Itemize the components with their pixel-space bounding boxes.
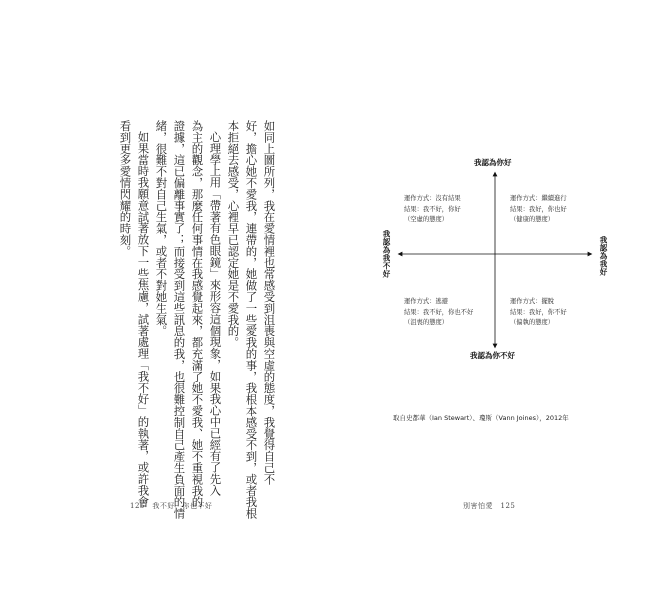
axis-label-top: 我認為你好 [474, 158, 512, 167]
left-page-folio: 125 我不好，你也不好 [130, 502, 213, 510]
text-column: 心理學上用「帶著有色眼鏡」來形容這個現象，如果我心中已經有了先入 [208, 131, 223, 496]
text-column: 看到更多愛情閃耀的時刻。 [118, 120, 133, 257]
text-column: 好，擔心她不愛我，連帶的，她做了一些愛我的事，我根本感受不到，或者我根 [244, 120, 259, 519]
axis-label-bottom: 我認為你不好 [470, 351, 515, 360]
text-column: 證據，這已偏離事實了；而接受到這些訊息的我，也很難控制自己產生負面的情 [172, 120, 187, 519]
axis-label-right: 我認為我好 [599, 236, 608, 276]
text-column: 為主的觀念，那麼任何事情在我感覺起來，都充滿了她不愛我、她不重視我的 [190, 120, 205, 508]
diagram-caption: 取自史都華（Ian Stewart）、瓊斯（Vann Joines），2012年 [393, 414, 569, 422]
quadrant-bottom-left: 運作方式：逃避 結果：我不好，你也不好 （沮喪的態度） [404, 298, 474, 326]
quadrant-top-right: 運作方式：繼續進行 結果：我好，你也好 （健康的態度） [510, 195, 567, 223]
quadrant-bottom-right: 運作方式：擺脫 結果：我好，你不好 （偏執的態度） [510, 298, 567, 326]
text-column: 如果當時我願意試著放下一些焦慮，試著處理「我不好」的執著，或許我會 [136, 131, 151, 508]
axis-label-left: 我認為我不好 [382, 230, 391, 278]
quadrant-top-left: 運作方式：沒有結果 結果：我不好，你好 （空虛的態度） [404, 195, 461, 223]
text-column: 如同上圖所列，我在愛情裡也常感受到沮喪與空虛的態度，我覺得自己不 [262, 120, 277, 485]
attitude-quadrant-diagram [370, 150, 620, 370]
text-column: 緒，很難不對自己生氣，或者不對她生氣。 [154, 120, 169, 337]
right-page-folio: 別害怕愛 125 [463, 502, 516, 510]
axes [370, 150, 620, 370]
text-column: 本拒絕去感受，心裡早已認定她是不愛我的。 [226, 120, 241, 348]
